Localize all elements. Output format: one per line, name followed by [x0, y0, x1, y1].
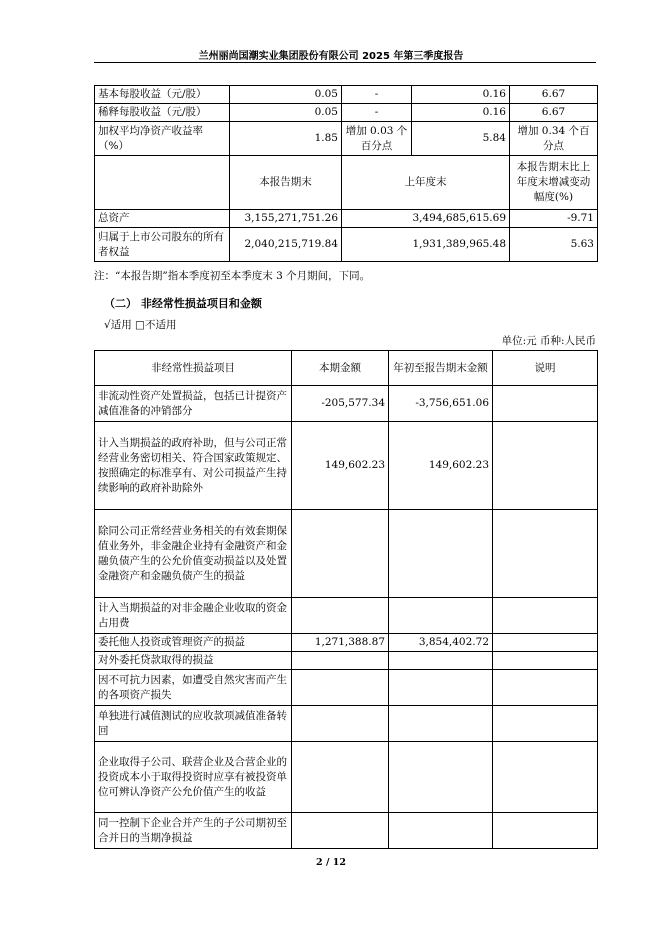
- page-number: 2 / 12: [316, 857, 346, 868]
- change-value: -: [342, 86, 412, 104]
- current-amount: [292, 706, 389, 742]
- ytd-amount: 3,854,402.72: [389, 634, 493, 652]
- description: [493, 634, 598, 652]
- current-amount: [292, 652, 389, 670]
- non-recurring-items-table: [94, 350, 598, 849]
- ytd-amount: [389, 510, 493, 598]
- header-current-amount: 本期金额: [292, 351, 389, 386]
- current-amount: [292, 742, 389, 813]
- table-note: 注：“本报告期”指本季度初至本季度末 3 个月期间，下同。: [94, 270, 371, 282]
- unit-currency-label: 单位:元 币种:人民币: [501, 335, 596, 347]
- ytd-amount: [389, 652, 493, 670]
- description: [493, 510, 598, 598]
- change-pct-value: -9.71: [510, 210, 598, 228]
- description: [493, 386, 598, 422]
- table-row: [95, 422, 598, 510]
- table-row: [95, 122, 598, 156]
- item-label: 单独进行减值测试的应收款项减值准备转回: [95, 706, 292, 742]
- description: [493, 742, 598, 813]
- current-amount: [292, 670, 389, 706]
- header-description: 说明: [493, 351, 598, 386]
- header-ytd-amount: 年初至报告期末金额: [389, 351, 493, 386]
- change-value: -: [342, 104, 412, 122]
- subheader-period-end: 本报告期末: [230, 156, 342, 210]
- description: [493, 813, 598, 849]
- item-label: 非流动性资产处置损益，包括已计提资产减值准备的冲销部分: [95, 386, 292, 422]
- ytd-value: 0.16: [412, 86, 510, 104]
- current-amount: [292, 813, 389, 849]
- current-value: 1.85: [230, 122, 342, 156]
- row-label: 加权平均净资产收益率（%）: [95, 122, 230, 156]
- description: [493, 598, 598, 634]
- prior-year-end-value: 1,931,389,965.48: [342, 228, 510, 262]
- item-label: 计入当期损益的对非金融企业收取的资金占用费: [95, 598, 292, 634]
- item-label: 计入当期损益的政府补助，但与公司正常经营业务密切相关、符合国家政策规定、按照确定的标准享有、对公司损益产生持续影响的政府补助除外: [95, 422, 292, 510]
- change-value: 增加 0.03 个百分点: [342, 122, 412, 156]
- table-row: [95, 386, 598, 422]
- ytd-change-value: 增加 0.34 个百分点: [510, 122, 598, 156]
- table-row: [95, 634, 598, 652]
- current-amount: [292, 598, 389, 634]
- table-row: [95, 813, 598, 849]
- header-rule: [94, 62, 596, 63]
- ytd-change-value: 6.67: [510, 104, 598, 122]
- ytd-amount: [389, 598, 493, 634]
- ytd-amount: [389, 742, 493, 813]
- header-item: 非经常性损益项目: [95, 351, 292, 386]
- section-title: （二） 非经常性损益项目和金额: [104, 297, 262, 310]
- ytd-amount: -3,756,651.06: [389, 386, 493, 422]
- key-indicators-table: [94, 85, 598, 262]
- ytd-amount: 149,602.23: [389, 422, 493, 510]
- table-row: [95, 598, 598, 634]
- table-row: [95, 210, 598, 228]
- item-label: 委托他人投资或管理资产的损益: [95, 634, 292, 652]
- row-label: 基本每股收益（元/股）: [95, 86, 230, 104]
- current-amount: 149,602.23: [292, 422, 389, 510]
- current-amount: 1,271,388.87: [292, 634, 389, 652]
- item-label: 同一控制下企业合并产生的子公司期初至合并日的当期净损益: [95, 813, 292, 849]
- ytd-change-value: 6.67: [510, 86, 598, 104]
- description: [493, 422, 598, 510]
- row-label: 总资产: [95, 210, 230, 228]
- report-header-title: 兰州丽尚国潮实业集团股份有限公司 2025 年第三季度报告: [198, 51, 464, 62]
- item-label: 企业取得子公司、联营企业及合营企业的投资成本小于取得投资时应享有被投资单位可辨认净资产公允价值产生的收益: [95, 742, 292, 813]
- item-label: 除同公司正常经营业务相关的有效套期保值业务外，非金融企业持有金融资产和金融负债产生的公允价值变动损益以及处置金融资产和金融负债产生的损益: [95, 510, 292, 598]
- table-row: [95, 652, 598, 670]
- period-end-value: 3,155,271,751.26: [230, 210, 342, 228]
- current-amount: [292, 510, 389, 598]
- description: [493, 670, 598, 706]
- ytd-value: 5.84: [412, 122, 510, 156]
- current-value: 0.05: [230, 86, 342, 104]
- ytd-amount: [389, 670, 493, 706]
- item-label: 对外委托贷款取得的损益: [95, 652, 292, 670]
- subheader-prior-year-end: 上年度末: [342, 156, 510, 210]
- table-row: [95, 706, 598, 742]
- table-header-row: [95, 351, 598, 386]
- table-row: [95, 104, 598, 122]
- period-end-value: 2,040,215,719.84: [230, 228, 342, 262]
- table-row: [95, 86, 598, 104]
- table-row: [95, 742, 598, 813]
- item-label: 因不可抗力因素，如遭受自然灾害而产生的各项资产损失: [95, 670, 292, 706]
- description: [493, 652, 598, 670]
- empty-cell: [95, 156, 230, 210]
- description: [493, 706, 598, 742]
- table-row: [95, 228, 598, 262]
- current-value: 0.05: [230, 104, 342, 122]
- subheader-change-pct: 本报告期末比上年度末增减变动幅度(%): [510, 156, 598, 210]
- row-label: 稀释每股收益（元/股）: [95, 104, 230, 122]
- ytd-amount: [389, 813, 493, 849]
- table-subheader-row: [95, 156, 598, 210]
- table-row: [95, 510, 598, 598]
- current-amount: -205,577.34: [292, 386, 389, 422]
- prior-year-end-value: 3,494,685,615.69: [342, 210, 510, 228]
- ytd-value: 0.16: [412, 104, 510, 122]
- row-label: 归属于上市公司股东的所有者权益: [95, 228, 230, 262]
- change-pct-value: 5.63: [510, 228, 598, 262]
- ytd-amount: [389, 706, 493, 742]
- table-row: [95, 670, 598, 706]
- applicable-checkbox-line: √适用 □不适用: [104, 319, 177, 331]
